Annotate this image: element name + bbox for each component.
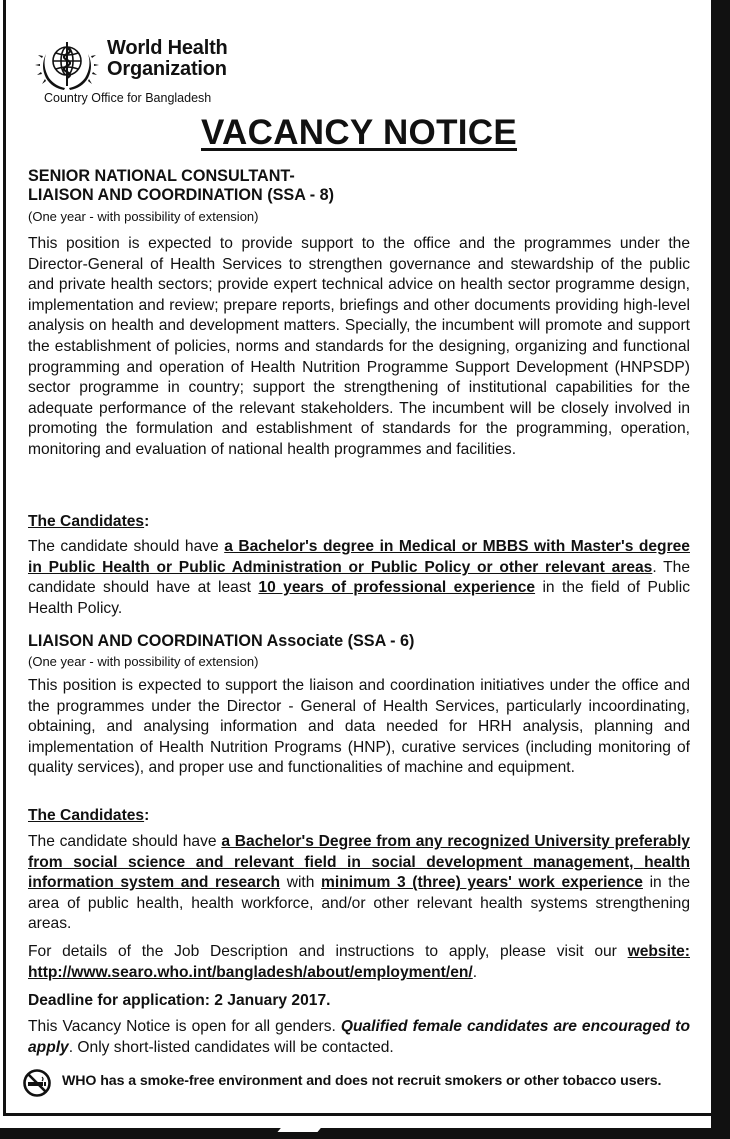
position2-requirements <box>28 832 690 935</box>
smoke-free-statement: WHO has a smoke-free environment and does not recruit smokers or other tobacco users. <box>62 1073 662 1089</box>
website-link[interactable]: website: http://www.searo.who.int/bangladesh/about/employment/en/ <box>28 943 690 981</box>
position2-req-intro: The candidate should have <box>28 833 222 850</box>
equal-opportunity-intro: This Vacancy Notice is open for all genders. <box>28 1018 341 1035</box>
equal-opportunity-end: . Only short-listed candidates will be contacted. <box>68 1038 394 1056</box>
bottom-border <box>3 1113 713 1116</box>
position2-description: This position is expected to support the liaison and coordination initiatives under the office and the programmes under the Director - General of Health Services, particularly incoordinating, obtaining, and analysing information and data needed for HRH analysis, planning and implementation of Health Nutrition Programs (HNP), curative services (including monitoring of quality services), and proper use and functionalities of machine and equipment. <box>28 677 690 777</box>
org-name-line1: World Health <box>107 37 228 59</box>
no-smoking-icon <box>22 1068 52 1098</box>
position1-title-line1: SENIOR NATIONAL CONSULTANT- <box>28 167 295 185</box>
bottom-edge-shadow <box>0 1128 730 1139</box>
position1-title <box>28 167 690 205</box>
candidates-heading-text: The Candidates <box>28 807 145 824</box>
country-office: Country Office for Bangladesh <box>44 91 212 105</box>
position2-duration: (One year - with possibility of extension) <box>28 654 259 669</box>
deadline: Deadline for application: 2 January 2017. <box>28 992 331 1009</box>
position1-candidates-heading <box>28 512 690 533</box>
position1-duration: (One year - with possibility of extension) <box>28 209 259 224</box>
left-border <box>3 0 6 1115</box>
position1-req-end: in the field of Public Health Policy. <box>28 579 691 617</box>
position2-candidates-heading <box>28 806 690 827</box>
position2-title: LIAISON AND COORDINATION Associate (SSA - 6) <box>28 632 415 650</box>
candidates-heading-colon: : <box>144 807 150 824</box>
position2-req-mid: with <box>280 874 322 892</box>
who-emblem-icon <box>32 34 102 96</box>
details-intro: For details of the Job Description and instructions to apply, please visit our <box>28 943 628 960</box>
position1-description: This position is expected to provide support to the office and the programmes under the Director-General of Health Services to strengthen governance and stewardship of the public and private health sectors; provide expert technical advice on health sector programme design, implementation and review; prepare reports, briefings and other documents providing high-level analysis on health and development matters. Specially, the incumbent will promote and support the establishment of policies, norms and standards for the designing, organizing and functional programming and operation of Health Nutrition Programme Support Development (HNPSDP) sector programme in country; support the strengthening of institutional capabilities for the adequate performance of the relevant stakeholders. The incumbent will be closely involved in promoting the formulation and establishment of standards for the programming, operation, monitoring and evaluation of national health programmes and facilities. <box>28 235 690 458</box>
position1-req-experience: 10 years of professional experience <box>258 579 536 597</box>
position1-requirements <box>28 537 690 619</box>
org-name <box>107 38 228 80</box>
position2-req-experience: minimum 3 (three) years' work experience <box>321 874 643 892</box>
bottom-edge-notch <box>277 1126 322 1132</box>
candidates-heading-colon: : <box>144 513 150 530</box>
org-name-line2: Organization <box>107 58 227 80</box>
details-paragraph <box>28 942 690 983</box>
position1-req-intro: The candidate should have <box>28 538 225 555</box>
position2-req-degree: a Bachelor's Degree from any recognized University preferably from social science and relevant field in social development management, health information system and research <box>28 833 690 892</box>
equal-opportunity-emphasis: Qualified female candidates are encouraged to apply <box>28 1018 691 1056</box>
equal-opportunity-paragraph <box>28 1017 690 1058</box>
position1-req-mid: . The candidate should have at least <box>28 558 690 597</box>
details-end: . <box>472 963 478 981</box>
position1-req-degree: a Bachelor's degree in Medical or MBBS with Master's degree in Public Health or Public Administration or Public Policy or other relevant areas <box>28 538 690 576</box>
candidates-heading-text: The Candidates <box>28 513 145 530</box>
position1-title-line2: LIAISON AND COORDINATION (SSA - 8) <box>28 186 335 204</box>
page-title: VACANCY NOTICE <box>201 113 517 152</box>
right-edge-shadow <box>711 0 730 1139</box>
position2-req-end: in the area of public health, health workforce, and/or other relevant health systems strengthening areas. <box>28 874 690 933</box>
